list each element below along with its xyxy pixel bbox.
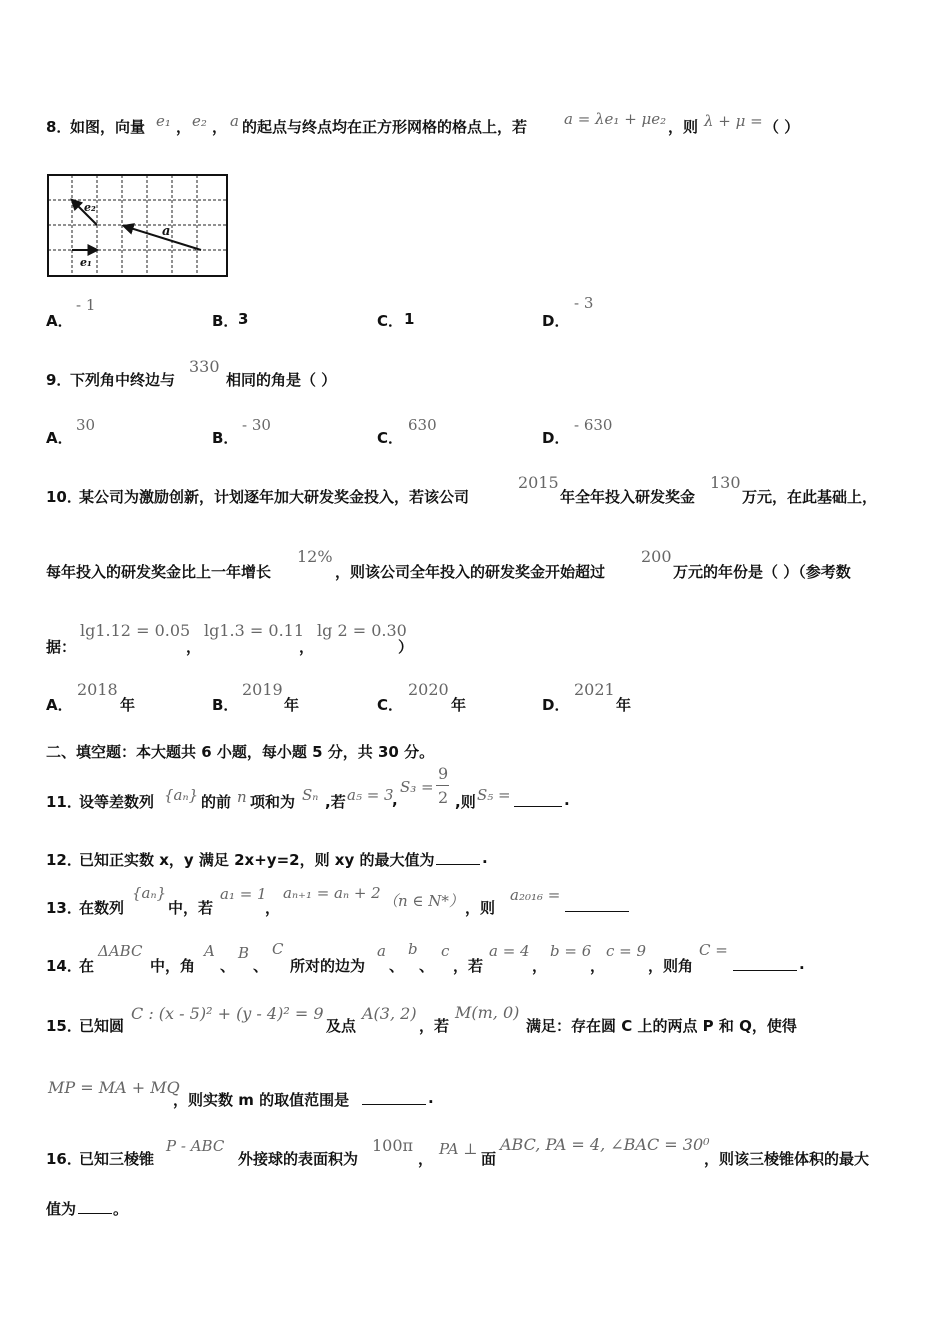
option-letter: B． — [212, 312, 239, 330]
q16-text-4: ，则该三棱锥体积的最大 — [704, 1150, 870, 1168]
q15-text-2: 及点 — [326, 1017, 357, 1035]
q12-number: 12． — [46, 851, 82, 869]
q14-comma-2: ， — [590, 957, 606, 975]
q10-ref-1: lg1.12 = 0.05 — [80, 621, 191, 640]
q11-text-5: ,则 — [455, 793, 476, 811]
q13-a1: a₁ = 1 — [220, 885, 267, 903]
q13-answer-blank[interactable] — [565, 897, 629, 912]
q14-val-b: b = 6 — [550, 942, 592, 960]
q15-point-a: A(3, 2) — [362, 1004, 417, 1023]
q16-text-1: 已知三棱锥 — [79, 1150, 155, 1168]
q11-s5: S₅ = — [477, 786, 511, 804]
q10-rate: 12% — [297, 547, 333, 566]
q9-number: 9． — [46, 371, 72, 389]
q12-text: 已知正实数 x，y 满足 2x+y=2，则 xy 的最大值为 — [79, 851, 435, 869]
q15-end: . — [428, 1089, 434, 1107]
q11-frac-den: 2 — [438, 788, 449, 807]
q16-condition: ABC, PA = 4, ∠BAC = 30⁰ — [500, 1135, 710, 1154]
q10-comma-2: ， — [299, 638, 315, 656]
q11-frac-bar — [436, 785, 449, 786]
option-value: - 630 — [574, 416, 613, 434]
q14-text-1: 在 — [79, 957, 95, 975]
option-letter: D． — [542, 312, 570, 330]
q15-text-3: ，若 — [419, 1017, 450, 1035]
q11-a5: a₅ = 3 — [347, 786, 394, 804]
q8-expr: λ + μ = — [704, 112, 763, 130]
q11-text-2: 的前 — [201, 793, 232, 811]
q14-text-4: ，若 — [453, 957, 484, 975]
q13-text-2: 中，若 — [168, 899, 214, 917]
option-letter: B． — [212, 429, 239, 447]
q8-sep-2: ， — [212, 118, 228, 136]
q16-area: 100π — [372, 1136, 414, 1155]
q14-ask: C = — [699, 941, 728, 959]
q8-number: 8． — [46, 118, 72, 136]
q14-side-c: c — [441, 942, 450, 960]
q11-end: . — [564, 791, 570, 809]
option-letter: D． — [542, 429, 570, 447]
q10-text-1: 某公司为激励创新，计划逐年加大研发奖金投入，若该公司 — [79, 488, 470, 506]
option-value: 3 — [238, 310, 249, 328]
q14-dun-3: 、 — [389, 957, 405, 975]
q15-point-m: M(m, 0) — [455, 1003, 520, 1022]
label-a: a — [162, 224, 171, 239]
option-unit: 年 — [120, 696, 136, 714]
q11-text-1: 设等差数列 — [79, 793, 155, 811]
option-value: 30 — [76, 416, 96, 434]
q14-angle-b: B — [238, 944, 250, 962]
q11-text-4: ,若 — [325, 793, 346, 811]
q14-answer-blank[interactable] — [733, 956, 797, 971]
option-value: 2021 — [574, 680, 615, 699]
option-value: 1 — [404, 310, 415, 328]
q13-seq: {aₙ} — [132, 884, 167, 902]
q16-text-3: 面 — [481, 1150, 497, 1168]
q10-text-5: ，则该公司全年投入的研发奖金开始超过 — [335, 563, 606, 581]
q10-text-6: 万元的年份是（ ）（参考数 — [673, 563, 851, 581]
q10-comma-1: ， — [186, 638, 202, 656]
q10-text-8: ） — [398, 638, 414, 656]
option-letter: A． — [46, 312, 73, 330]
q10-ref-3: lg 2 = 0.30 — [317, 621, 407, 640]
q14-text-5: ，则角 — [648, 957, 694, 975]
label-e1: e₁ — [80, 256, 92, 269]
option-letter: C． — [377, 429, 404, 447]
q15-number: 15． — [46, 1017, 82, 1035]
q13-condition: （n ∈ N*） — [383, 892, 464, 910]
q11-comma: , — [392, 791, 398, 809]
option-letter: C． — [377, 312, 404, 330]
q16-comma: ， — [418, 1150, 434, 1168]
q8-e1: e₁ — [156, 112, 171, 130]
q14-angle-a: A — [204, 942, 215, 960]
q14-number: 14． — [46, 957, 82, 975]
q14-dun-4: 、 — [419, 957, 435, 975]
q14-text-2: 中，角 — [150, 957, 196, 975]
q9-angle: 330 — [189, 357, 220, 376]
option-unit: 年 — [451, 696, 467, 714]
q8-e2: e₂ — [192, 112, 207, 130]
option-letter: B． — [212, 696, 239, 714]
q9-text-1: 下列角中终边与 — [70, 371, 176, 389]
option-value: 630 — [408, 416, 437, 434]
q10-text-7: 据： — [46, 638, 77, 656]
q10-number: 10． — [46, 488, 82, 506]
option-value: - 30 — [242, 416, 271, 434]
q11-answer-blank[interactable] — [514, 792, 562, 807]
q14-comma-1: ， — [532, 957, 548, 975]
q13-comma: ， — [265, 899, 281, 917]
option-unit: 年 — [616, 696, 632, 714]
q15-text-1: 已知圆 — [79, 1017, 125, 1035]
label-e2: e₂ — [84, 201, 96, 214]
q16-pyramid: P - ABC — [166, 1137, 225, 1155]
q10-text-3: 万元，在此基础上， — [742, 488, 878, 506]
q12-answer-blank[interactable] — [436, 850, 480, 865]
q10-amount: 130 — [710, 473, 741, 492]
q15-text-5: ，则实数 m 的取值范围是 — [173, 1091, 350, 1109]
q11-s3: S₃ = — [400, 778, 434, 796]
q9-text-2: 相同的角是（ ） — [226, 371, 337, 389]
q11-sn: Sₙ — [302, 786, 319, 804]
q8-sep-1: ， — [176, 118, 192, 136]
q14-text-3: 所对的边为 — [290, 957, 366, 975]
q10-text-2: 年全年投入研发奖金 — [560, 488, 696, 506]
option-value: 2020 — [408, 680, 449, 699]
q8-text-3: ，则 — [668, 118, 699, 136]
q10-text-4: 每年投入的研发奖金比上一年增长 — [46, 563, 272, 581]
option-letter: D． — [542, 696, 570, 714]
q13-recurrence: aₙ₊₁ = aₙ + 2 — [283, 884, 381, 902]
q13-text-3: ，则 — [465, 899, 496, 917]
q14-angle-c: C — [272, 940, 284, 958]
q15-circle: C : (x - 5)² + (y - 4)² = 9 — [131, 1004, 324, 1023]
q8-a: a — [230, 112, 239, 130]
q14-side-b: b — [408, 940, 418, 958]
section-2-title: 二、填空题：本大题共 6 小题，每小题 5 分，共 30 分。 — [46, 743, 435, 761]
q11-frac-num: 9 — [438, 764, 449, 783]
q14-val-a: a = 4 — [489, 942, 530, 960]
q15-text-4: 满足：存在圆 C 上的两点 P 和 Q，使得 — [526, 1017, 797, 1035]
q8-text-1: 如图，向量 — [70, 118, 146, 136]
option-value: 2019 — [242, 680, 283, 699]
q13-text-1: 在数列 — [79, 899, 125, 917]
q16-number: 16． — [46, 1150, 82, 1168]
option-letter: C． — [377, 696, 404, 714]
option-unit: 年 — [284, 696, 300, 714]
q14-dun-2: 、 — [253, 957, 269, 975]
q8-text-4: （ ） — [764, 118, 800, 136]
q14-end: . — [799, 955, 805, 973]
q14-side-a: a — [377, 942, 386, 960]
q15-answer-blank[interactable] — [362, 1090, 426, 1105]
q13-a2016: a₂₀₁₆ = — [510, 886, 561, 904]
option-value: 2018 — [77, 680, 118, 699]
q10-year: 2015 — [518, 473, 559, 492]
q10-ref-2: lg1.3 = 0.11 — [204, 621, 305, 640]
q14-val-c: c = 9 — [606, 942, 647, 960]
option-value: - 1 — [76, 296, 96, 314]
q11-number: 11． — [46, 793, 82, 811]
q16-text-5: 值为 — [46, 1200, 77, 1218]
q13-number: 13． — [46, 899, 82, 917]
q16-text-2: 外接球的表面积为 — [238, 1150, 359, 1168]
option-letter: A． — [46, 696, 73, 714]
q8-grid-figure — [46, 173, 230, 279]
q8-text-2: 的起点与终点均在正方形网格的格点上，若 — [242, 118, 528, 136]
q15-condition: MP = MA + MQ — [48, 1078, 180, 1097]
option-letter: A． — [46, 429, 73, 447]
grid-lines — [48, 175, 227, 276]
q16-end: 。 — [113, 1200, 129, 1218]
q10-target: 200 — [641, 547, 672, 566]
q11-seq: {aₙ} — [164, 786, 199, 804]
q16-answer-blank[interactable] — [78, 1199, 112, 1214]
option-value: - 3 — [574, 294, 594, 312]
q8-equation: a = λe₁ + μe₂ — [564, 110, 667, 128]
q12-end: . — [482, 849, 488, 867]
q11-n: n — [237, 788, 247, 806]
q14-dun-1: 、 — [220, 957, 236, 975]
q11-text-3: 项和为 — [250, 793, 296, 811]
q16-perp: PA ⊥ — [439, 1140, 478, 1158]
q14-triangle: ΔABC — [98, 942, 143, 960]
